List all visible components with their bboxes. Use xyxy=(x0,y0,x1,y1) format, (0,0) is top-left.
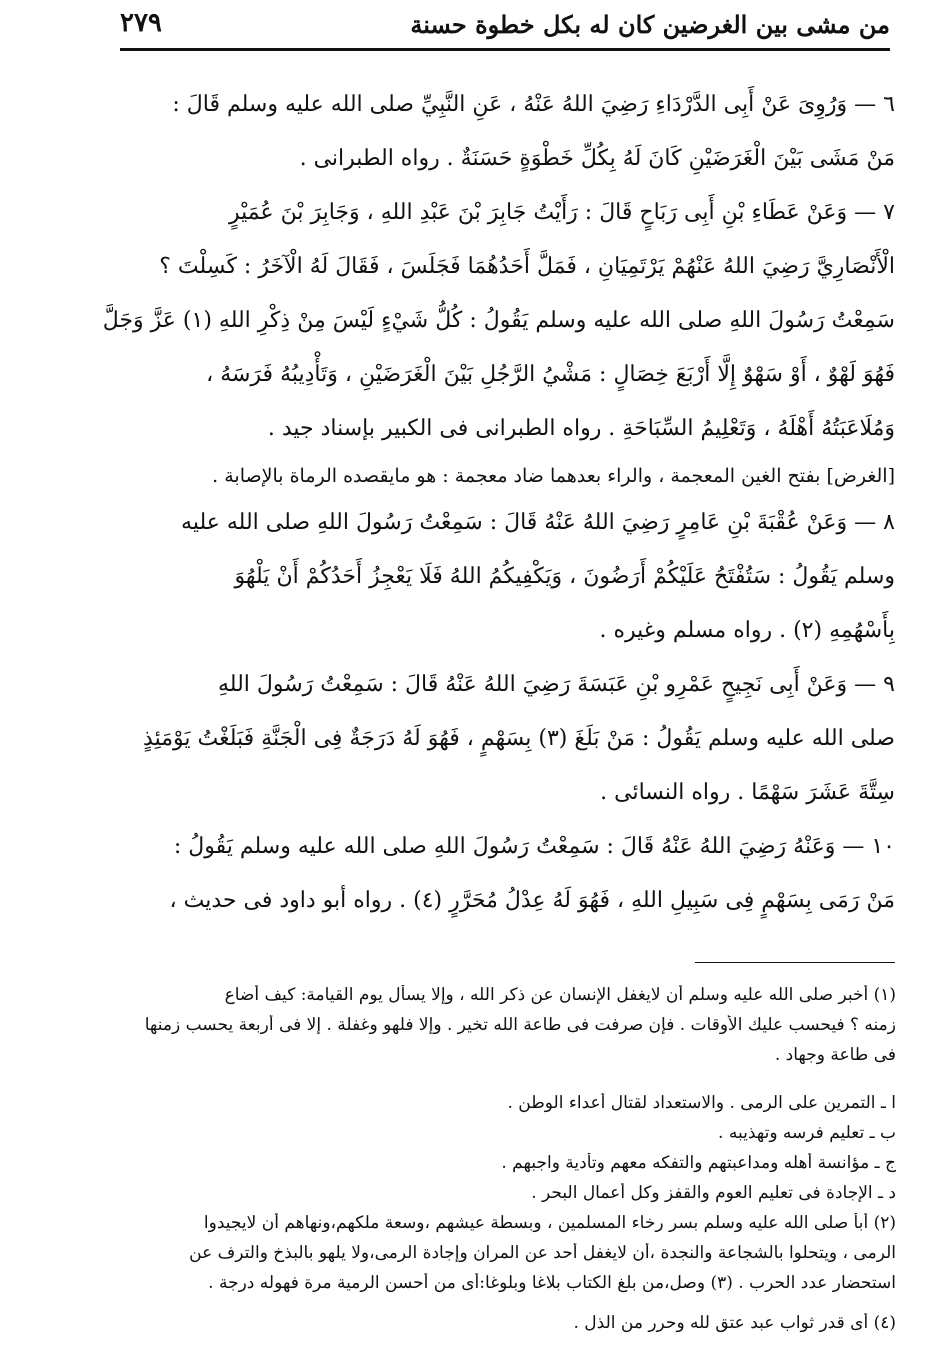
footnote-line: (٢) أبأ صلى الله عليه وسلم بسر رخاء المسلمين ، وبسطة عيشهم ،وسعة ملكهم،ونهاهم أن لايجيدوا xyxy=(203,1213,896,1233)
footnote-line: الرمى ، ويتحلوا بالشجاعة والنجدة ،أن لايغفل أحد عن المران وإجادة الرمى،ولا يلهو بالبذخ والترف عن xyxy=(189,1243,896,1263)
hadith-10-line: مَنْ رَمَى بِسَهْمٍ فِى سَبِيلِ اللهِ ، فَهُوَ لَهُ عِدْلُ مُحَرَّرٍ (٤) . رواه أبو داود فى حديث ، xyxy=(169,888,895,913)
gloss-note: [الغرض] بفتح الغين المعجمة ، والراء بعدهما ضاد معجمة : هو مايقصده الرماة بالإصابة . xyxy=(212,465,895,487)
hadith-9-line: سِتَّةَ عَشَرَ سَهْمًا . رواه النسائى . xyxy=(600,780,895,805)
hadith-7-line: الْأَنْصَارِيَّ رَضِيَ اللهُ عَنْهُمْ يَرْتَمِيَانِ ، فَمَلَّ أَحَدُهُمَا فَجَلَسَ ، فَقَالَ لَهُ الْآخَرُ : كَسِلْتَ ؟ xyxy=(159,254,895,279)
hadith-8-line: ٨ — وَعَنْ عُقْبَةَ بْنِ عَامِرٍ رَضِيَ اللهُ عَنْهُ قَالَ : سَمِعْتُ رَسُولَ اللهِ صلى الله عليه xyxy=(181,510,895,535)
footnote-line: د ـ الإجادة فى تعليم العوم والقفز وكل أعمال البحر . xyxy=(531,1183,896,1203)
hadith-8-line: وسلم يَقُولُ : سَتُفْتَحُ عَلَيْكُمْ أَرَضُونَ ، وَيَكْفِيكُمُ اللهُ فَلَا يَعْجِزُ أَحَدُكُمْ أَنْ يَلْهُوَ xyxy=(234,564,895,589)
footnote-line: ج ـ مؤانسة أهله ومداعبتهم والتفكه معهم وتأدية واجبهم . xyxy=(501,1153,896,1173)
hadith-10-line: ١٠ — وَعَنْهُ رَضِيَ اللهُ عَنْهُ قَالَ : سَمِعْتُ رَسُولَ اللهِ صلى الله عليه وسلم يَقُولُ : xyxy=(173,834,895,859)
hadith-8-line: بِأَسْهُمِهِ (٢) . رواه مسلم وغيره . xyxy=(599,618,895,643)
header-divider xyxy=(120,48,890,51)
hadith-7-line: سَمِعْتُ رَسُولَ اللهِ صلى الله عليه وسلم يَقُولُ : كُلُّ شَيْءٍ لَيْسَ مِنْ ذِكْرِ اللهِ (١) عَزَّ وَجَلَّ xyxy=(102,308,895,333)
hadith-7-line: فَهُوَ لَهْوٌ ، أَوْ سَهْوٌ إِلَّا أَرْبَعَ خِصَالٍ : مَشْيُ الرَّجُلِ بَيْنَ الْغَرَضَيْنِ ، وَتَأْدِيبُهُ فَرَسَهُ ، xyxy=(206,362,895,387)
footnote-line: فى طاعة وجهاد . xyxy=(774,1045,896,1065)
hadith-9-line: ٩ — وَعَنْ أَبِى نَجِيحٍ عَمْرِو بْنِ عَبَسَةَ رَضِيَ اللهُ عَنْهُ قَالَ : سَمِعْتُ رَسُولَ اللهِ xyxy=(217,672,895,697)
page-title: من مشى بين الغرضين كان له بكل خطوة حسنة xyxy=(410,10,890,39)
hadith-7-line: ٧ — وَعَنْ عَطَاءِ بْنِ أَبِى رَبَاحٍ قَالَ : رَأَيْتُ جَابِرَ بْنَ عَبْدِ اللهِ ، وَجَابِرَ بْنَ عُمَيْرٍ xyxy=(228,200,895,225)
footnote-line: استحضار عدد الحرب . (٣) وصل،من بلغ الكتاب بلاغا وبلوغا:أى من أحسن الرمية مرة فهوله درجة . xyxy=(208,1273,896,1293)
footnote-line: (٤) أى قدر ثواب عبد عتق لله وحرر من الذل . xyxy=(573,1313,896,1333)
footnote-divider xyxy=(695,962,895,963)
main-text xyxy=(95,78,895,928)
hadith-6-line: مَنْ مَشَى بَيْنَ الْغَرَضَيْنِ كَانَ لَهُ بِكُلِّ خَطْوَةٍ حَسَنَةٌ . رواه الطبرانى . xyxy=(299,146,895,171)
footnote-line: ب ـ تعليم فرسه وتهذيبه . xyxy=(718,1123,896,1143)
footnote-line: ا ـ التمرين على الرمى . والاستعداد لقتال أعداء الوطن . xyxy=(507,1093,896,1113)
page-header xyxy=(120,2,890,48)
footnote-line: (١) أخبر صلى الله عليه وسلم أن لايغفل الإنسان عن ذكر الله ، وإلا يسأل يوم القيامة: كيف أضاع xyxy=(224,985,896,1005)
hadith-6-line: ٦ — وَرُوِىَ عَنْ أَبِى الدَّرْدَاءِ رَضِيَ اللهُ عَنْهُ ، عَنِ النَّبِيِّ صلى الله عليه وسلم قَالَ : xyxy=(172,92,895,117)
page-number: ٢٧٩ xyxy=(120,8,162,38)
footnote-line: زمنه ؟ فيحسب عليك الأوقات . فإن صرفت فى طاعة الله تخير . وإلا فلهو وغفلة . إلا فى أربعة يحسب زمنها xyxy=(144,1015,896,1035)
hadith-7-line: وَمُلَاعَبَتُهُ أَهْلَهُ ، وَتَعْلِيمُ السِّبَاحَةِ . رواه الطبرانى فى الكبير بإسناد جيد . xyxy=(267,416,895,441)
hadith-9-line: صلى الله عليه وسلم يَقُولُ : مَنْ بَلَغَ (٣) بِسَهْمٍ ، فَهُوَ لَهُ دَرَجَةٌ فِى الْجَنَّةِ فَبَلَغْتُ يَوْمَئِذٍ xyxy=(143,726,895,751)
